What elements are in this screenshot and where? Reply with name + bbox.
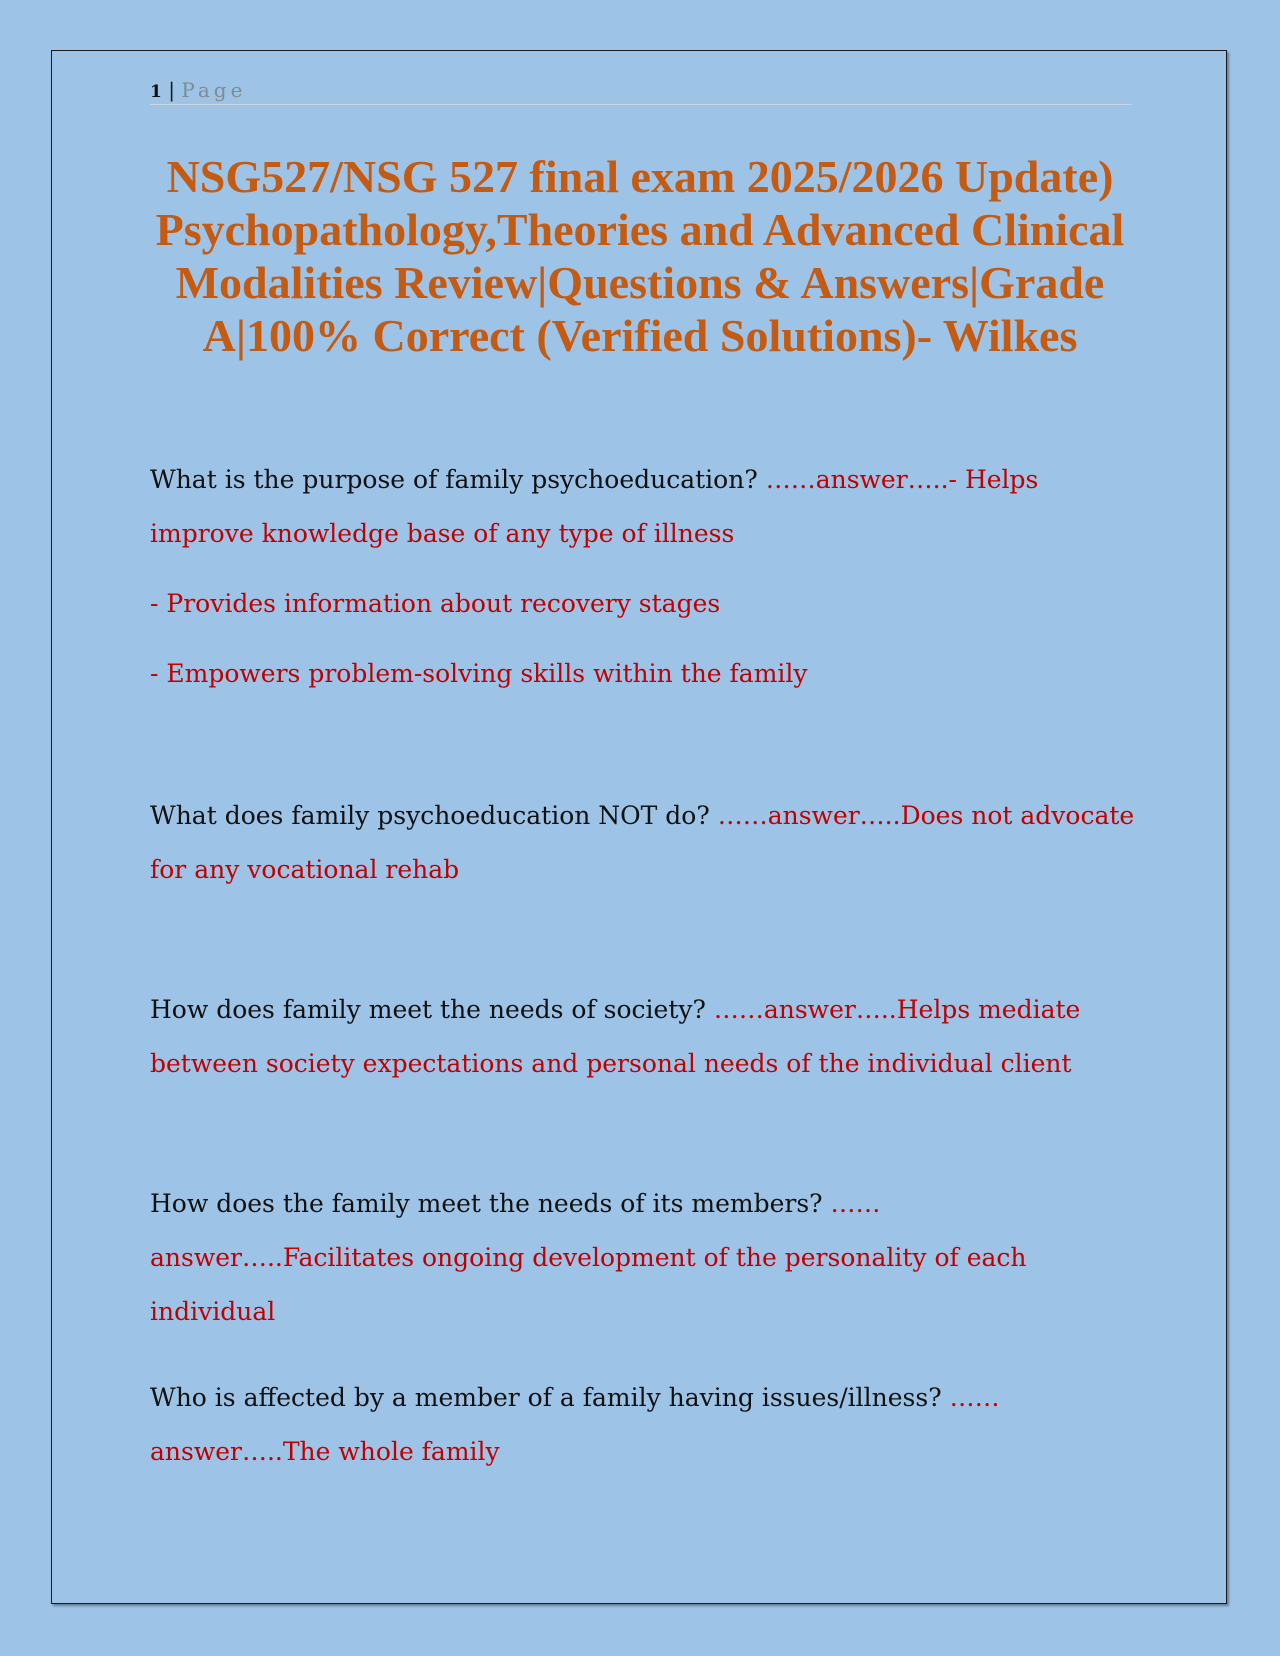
- question-5: Who is affected by a member of a family having issues/illness?: [150, 1383, 950, 1412]
- question-4: How does the family meet the needs of its members?: [150, 1189, 831, 1218]
- qa-item-2: [150, 789, 1140, 897]
- page-word: Page: [181, 78, 247, 102]
- answer-1-point-3: - Empowers problem-solving skills within the family: [150, 659, 808, 688]
- question-3: How does family meet the needs of society?: [150, 995, 714, 1024]
- question-2: What does family psychoeducation NOT do?: [150, 801, 718, 830]
- qa-item-4: [150, 1177, 1140, 1339]
- answer-4: ……answer…..Facilitates ongoing development of the personality of each individual: [150, 1189, 1027, 1326]
- page-header: [150, 76, 1132, 105]
- qa-item-3: [150, 983, 1140, 1091]
- answer-5: ……answer…..The whole family: [150, 1383, 1000, 1466]
- document-title: NSG527/NSG 527 final exam 2025/2026 Update) Psychopathology,Theories and Advanced Clinical Modalities Review|Questions & Answers|Grade A|100% Correct (Verified Solutions)- Wilkes: [155, 151, 1125, 361]
- answer-2: ……answer…..Does not advocate for any vocational rehab: [150, 801, 1135, 884]
- answer-1: ……answer…..- Helps improve knowledge base of any type of illness: [150, 465, 1039, 548]
- question-1: What is the purpose of family psychoeducation?: [150, 465, 766, 494]
- qa-item-1: [150, 453, 1140, 701]
- page-separator: |: [168, 78, 175, 102]
- answer-1-point-2: - Provides information about recovery stages: [150, 589, 721, 618]
- answer-3: ……answer…..Helps mediate between society expectations and personal needs of the individual client: [150, 995, 1081, 1078]
- qa-item-5: [150, 1371, 1140, 1479]
- page-number: 1: [150, 82, 162, 102]
